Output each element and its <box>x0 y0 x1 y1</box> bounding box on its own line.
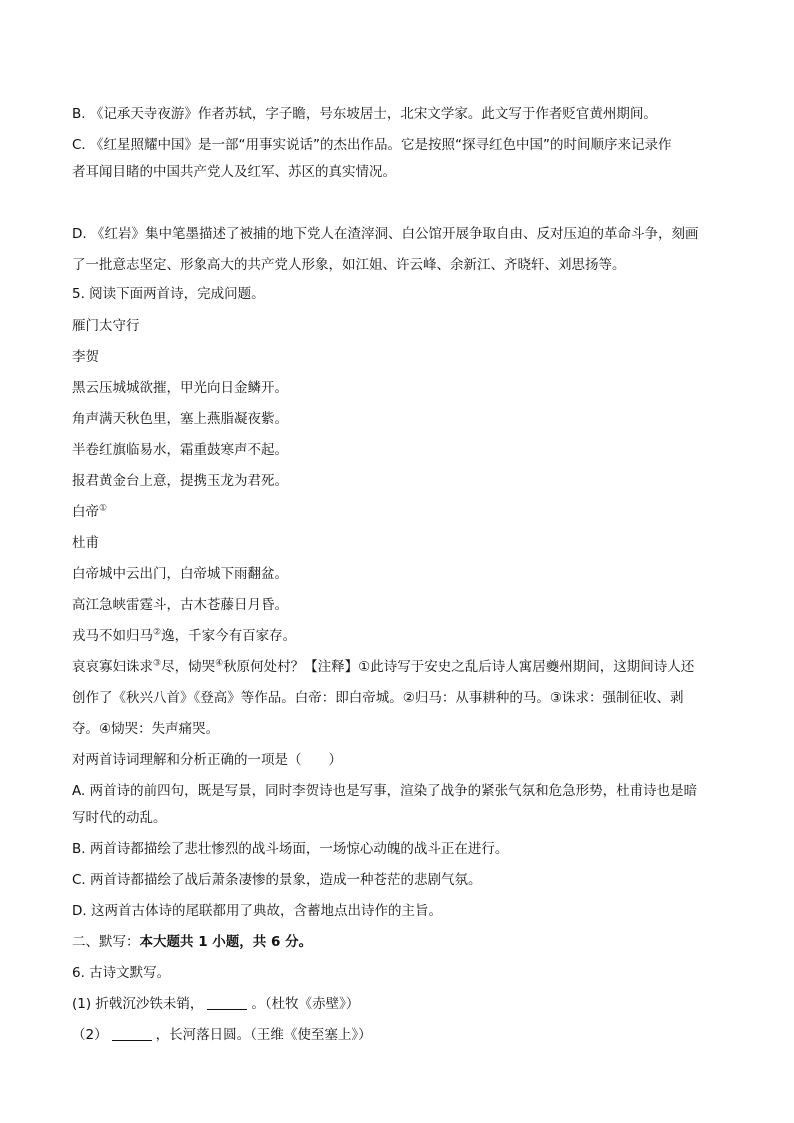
option-a-continued: 写时代的动乱。 <box>72 810 167 826</box>
option-d-text: D. 《红岩》集中笔墨描述了被捕的地下党人在渣滓洞、白公馆开展争取自由、反对压迫的革命斗争，刻画 <box>72 226 699 242</box>
footnote-marker: ② <box>153 627 162 638</box>
answer-blank-1[interactable] <box>207 995 247 1010</box>
poem-2-author: 杜甫 <box>72 535 99 551</box>
poem-2-line-3: 戎马不如归马②逸，千家今有百家存。 <box>72 627 297 644</box>
option-a: A. 两首诗的前四句，既是写景，同时李贺诗也是写事，渲染了战争的紧张气氛和危急形势，杜甫诗也是暗 <box>72 783 698 799</box>
question-6-stem: 6. 古诗文默写。 <box>72 965 171 981</box>
option-c-text: C. 《红星照耀中国》是一部“用事实说话”的杰出作品。它是按照“探寻红色中国”的时间顺序来记录作 <box>72 137 672 153</box>
answer-blank-2[interactable] <box>112 1026 152 1041</box>
poem-2-line-1: 白帝城中云出门，白帝城下雨翻盆。 <box>72 566 288 582</box>
poem-2-line-2: 高江急峡雷霆斗，古木苍藤日月昏。 <box>72 597 288 613</box>
notes-continued-1: 创作了《秋兴八首》《登高》等作品。白帝：即白帝城。②归马：从事耕种的马。③诛求：强制征收、剥 <box>72 690 684 706</box>
poem-2-title: 白帝① <box>72 503 108 520</box>
footnote-marker: ④ <box>215 658 224 669</box>
notes-continued-2: 夺。④恸哭：失声痛哭。 <box>72 721 220 737</box>
footnote-marker: ③ <box>153 658 162 669</box>
poem-2-line-4-and-notes: 哀哀寡妇诛求③尽，恸哭④秋原何处村？【注释】①此诗写于安史之乱后诗人寓居夔州期间，这期间诗人还 <box>72 658 695 675</box>
poem-1-line-3: 半卷红旗临易水，霜重鼓寒声不起。 <box>72 442 288 458</box>
footnote-marker: ① <box>99 503 108 514</box>
option-d: D. 这两首古体诗的尾联都用了典故，含蓄地点出诗作的主旨。 <box>72 903 442 919</box>
poem-1-line-2: 角声满天秋色里，塞上燕脂凝夜紫。 <box>72 411 288 427</box>
option-c-continued: 者耳闻目睹的中国共产党人及红军、苏区的真实情况。 <box>72 164 396 180</box>
question-stem: 对两首诗词理解和分析正确的一项是（ ） <box>72 752 342 768</box>
poem-1-line-4: 报君黄金台上意，提携玉龙为君死。 <box>72 473 288 489</box>
section-2-heading: 二、默写：本大题共 1 小题，共 6 分。 <box>72 934 313 950</box>
fill-blank-2: （2） ，长河落日圆。（王维《使至塞上》） <box>72 1027 372 1043</box>
option-c: C. 两首诗都描绘了战后萧条凄惨的景象，造成一种苍茫的悲剧气氛。 <box>72 872 482 888</box>
fill-blank-1: (1) 折戟沉沙铁未销， 。（杜牧《赤壁》） <box>72 996 360 1012</box>
question-5-stem: 5. 阅读下面两首诗，完成问题。 <box>72 286 265 302</box>
poem-1-title: 雁门太守行 <box>72 318 140 334</box>
poem-1-line-1: 黑云压城城欲摧，甲光向日金鳞开。 <box>72 380 288 396</box>
option-b: B. 两首诗都描绘了悲壮惨烈的战斗场面，一场惊心动魄的战斗正在进行。 <box>72 841 509 857</box>
option-d-continued: 了一批意志坚定、形象高大的共产党人形象，如江姐、许云峰、余新江、齐晓轩、刘思扬等。 <box>72 257 626 273</box>
option-b-text: B. 《记承天寺夜游》作者苏轼，字子瞻，号东坡居士，北宋文学家。此文写于作者贬官黄州期间。 <box>72 106 657 122</box>
poem-1-author: 李贺 <box>72 349 99 365</box>
